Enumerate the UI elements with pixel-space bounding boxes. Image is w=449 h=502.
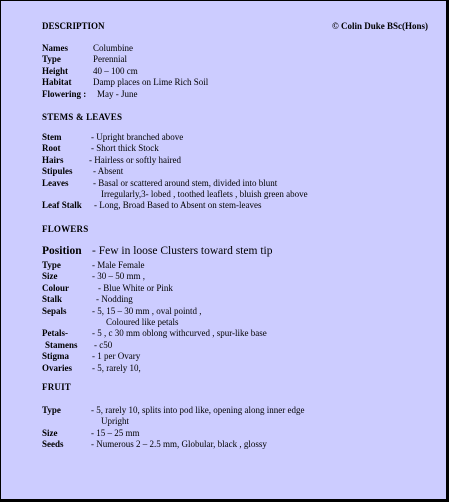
row-label: Flowering : (42, 88, 87, 99)
row-label: Seeds (42, 439, 64, 450)
row-value: - 15 – 25 mm (91, 427, 140, 438)
row-value: Upright (101, 416, 129, 427)
row-value: - 5, 15 – 30 mm , oval pointd , (92, 305, 202, 316)
row-label: Stigma (42, 351, 69, 362)
section-title-stems: STEMS & LEAVES (42, 112, 123, 122)
row-label: Stipules (42, 166, 73, 177)
row-label: Type (42, 260, 61, 270)
copyright: © Colin Duke BSc(Hons) (332, 21, 428, 31)
row-label: Hairs (42, 154, 64, 165)
row-value: - 30 – 50 mm , (92, 271, 145, 282)
page-title: DESCRIPTION (42, 21, 105, 31)
row-label: Stamens (45, 339, 78, 350)
row-label: Colour (42, 282, 69, 293)
row-value: Irregularly,3- lobed , toothed leaflets , bluish green above (101, 188, 308, 199)
row-value: - 5, rarely 10, splits into pod like, opening along inner edge (91, 405, 305, 415)
row-label: Leaves (42, 177, 69, 188)
row-value: May - June (97, 88, 138, 99)
row-value: Damp places on Lime Rich Soil (93, 77, 209, 88)
row-value: 40 – 100 cm (93, 65, 138, 76)
row-label: Stem (42, 132, 62, 142)
row-label: Sepals (42, 305, 67, 316)
row-value: - 1 per Ovary (92, 351, 141, 362)
row-value: - Few in loose Clusters toward stem tip (92, 245, 273, 257)
row-value: Coloured like petals (106, 316, 179, 327)
row-value: - Upright branched above (91, 132, 184, 142)
row-value: - Blue White or Pink (98, 282, 173, 293)
header (42, 21, 428, 31)
row-label: Size (42, 271, 58, 282)
row-label: Ovaries (42, 362, 72, 373)
row-label: Habitat (42, 77, 72, 88)
row-label: Type (42, 54, 61, 65)
row-value: - Absent (93, 166, 124, 177)
row-value: Perennial (93, 54, 127, 65)
section-title-fruit: FRUIT (42, 382, 72, 392)
row-value: - Male Female (92, 260, 145, 270)
row-label: Stalk (42, 294, 63, 305)
row-value: - Short thick Stock (91, 143, 159, 154)
row-label: Root (42, 143, 61, 154)
row-label: Height (42, 65, 68, 76)
row-value: - Numerous 2 – 2.5 mm, Globular, black , glossy (91, 439, 267, 450)
row-value: - Nodding (96, 294, 133, 305)
row-value: - 5, rarely 10, (92, 362, 141, 373)
row-value: Columbine (93, 43, 133, 53)
row-value: - Basal or scattered around stem, divided into blunt (93, 177, 278, 188)
row-value: - c50 (94, 339, 113, 350)
section-title-flowers: FLOWERS (42, 224, 89, 234)
row-value: - Hairless or softly haired (89, 154, 181, 165)
row-label: Leaf Stalk (42, 200, 82, 211)
row-label: Names (42, 43, 68, 53)
row-label: Petals- (42, 328, 68, 339)
row-label: Position (42, 245, 82, 257)
row-value: - Long, Broad Based to Absent on stem-leaves (94, 200, 262, 211)
row-label: Size (42, 427, 58, 438)
row-value: - 5 , c 30 mm oblong withcurved , spur-like base (92, 328, 267, 339)
row-label: Type (42, 405, 61, 415)
